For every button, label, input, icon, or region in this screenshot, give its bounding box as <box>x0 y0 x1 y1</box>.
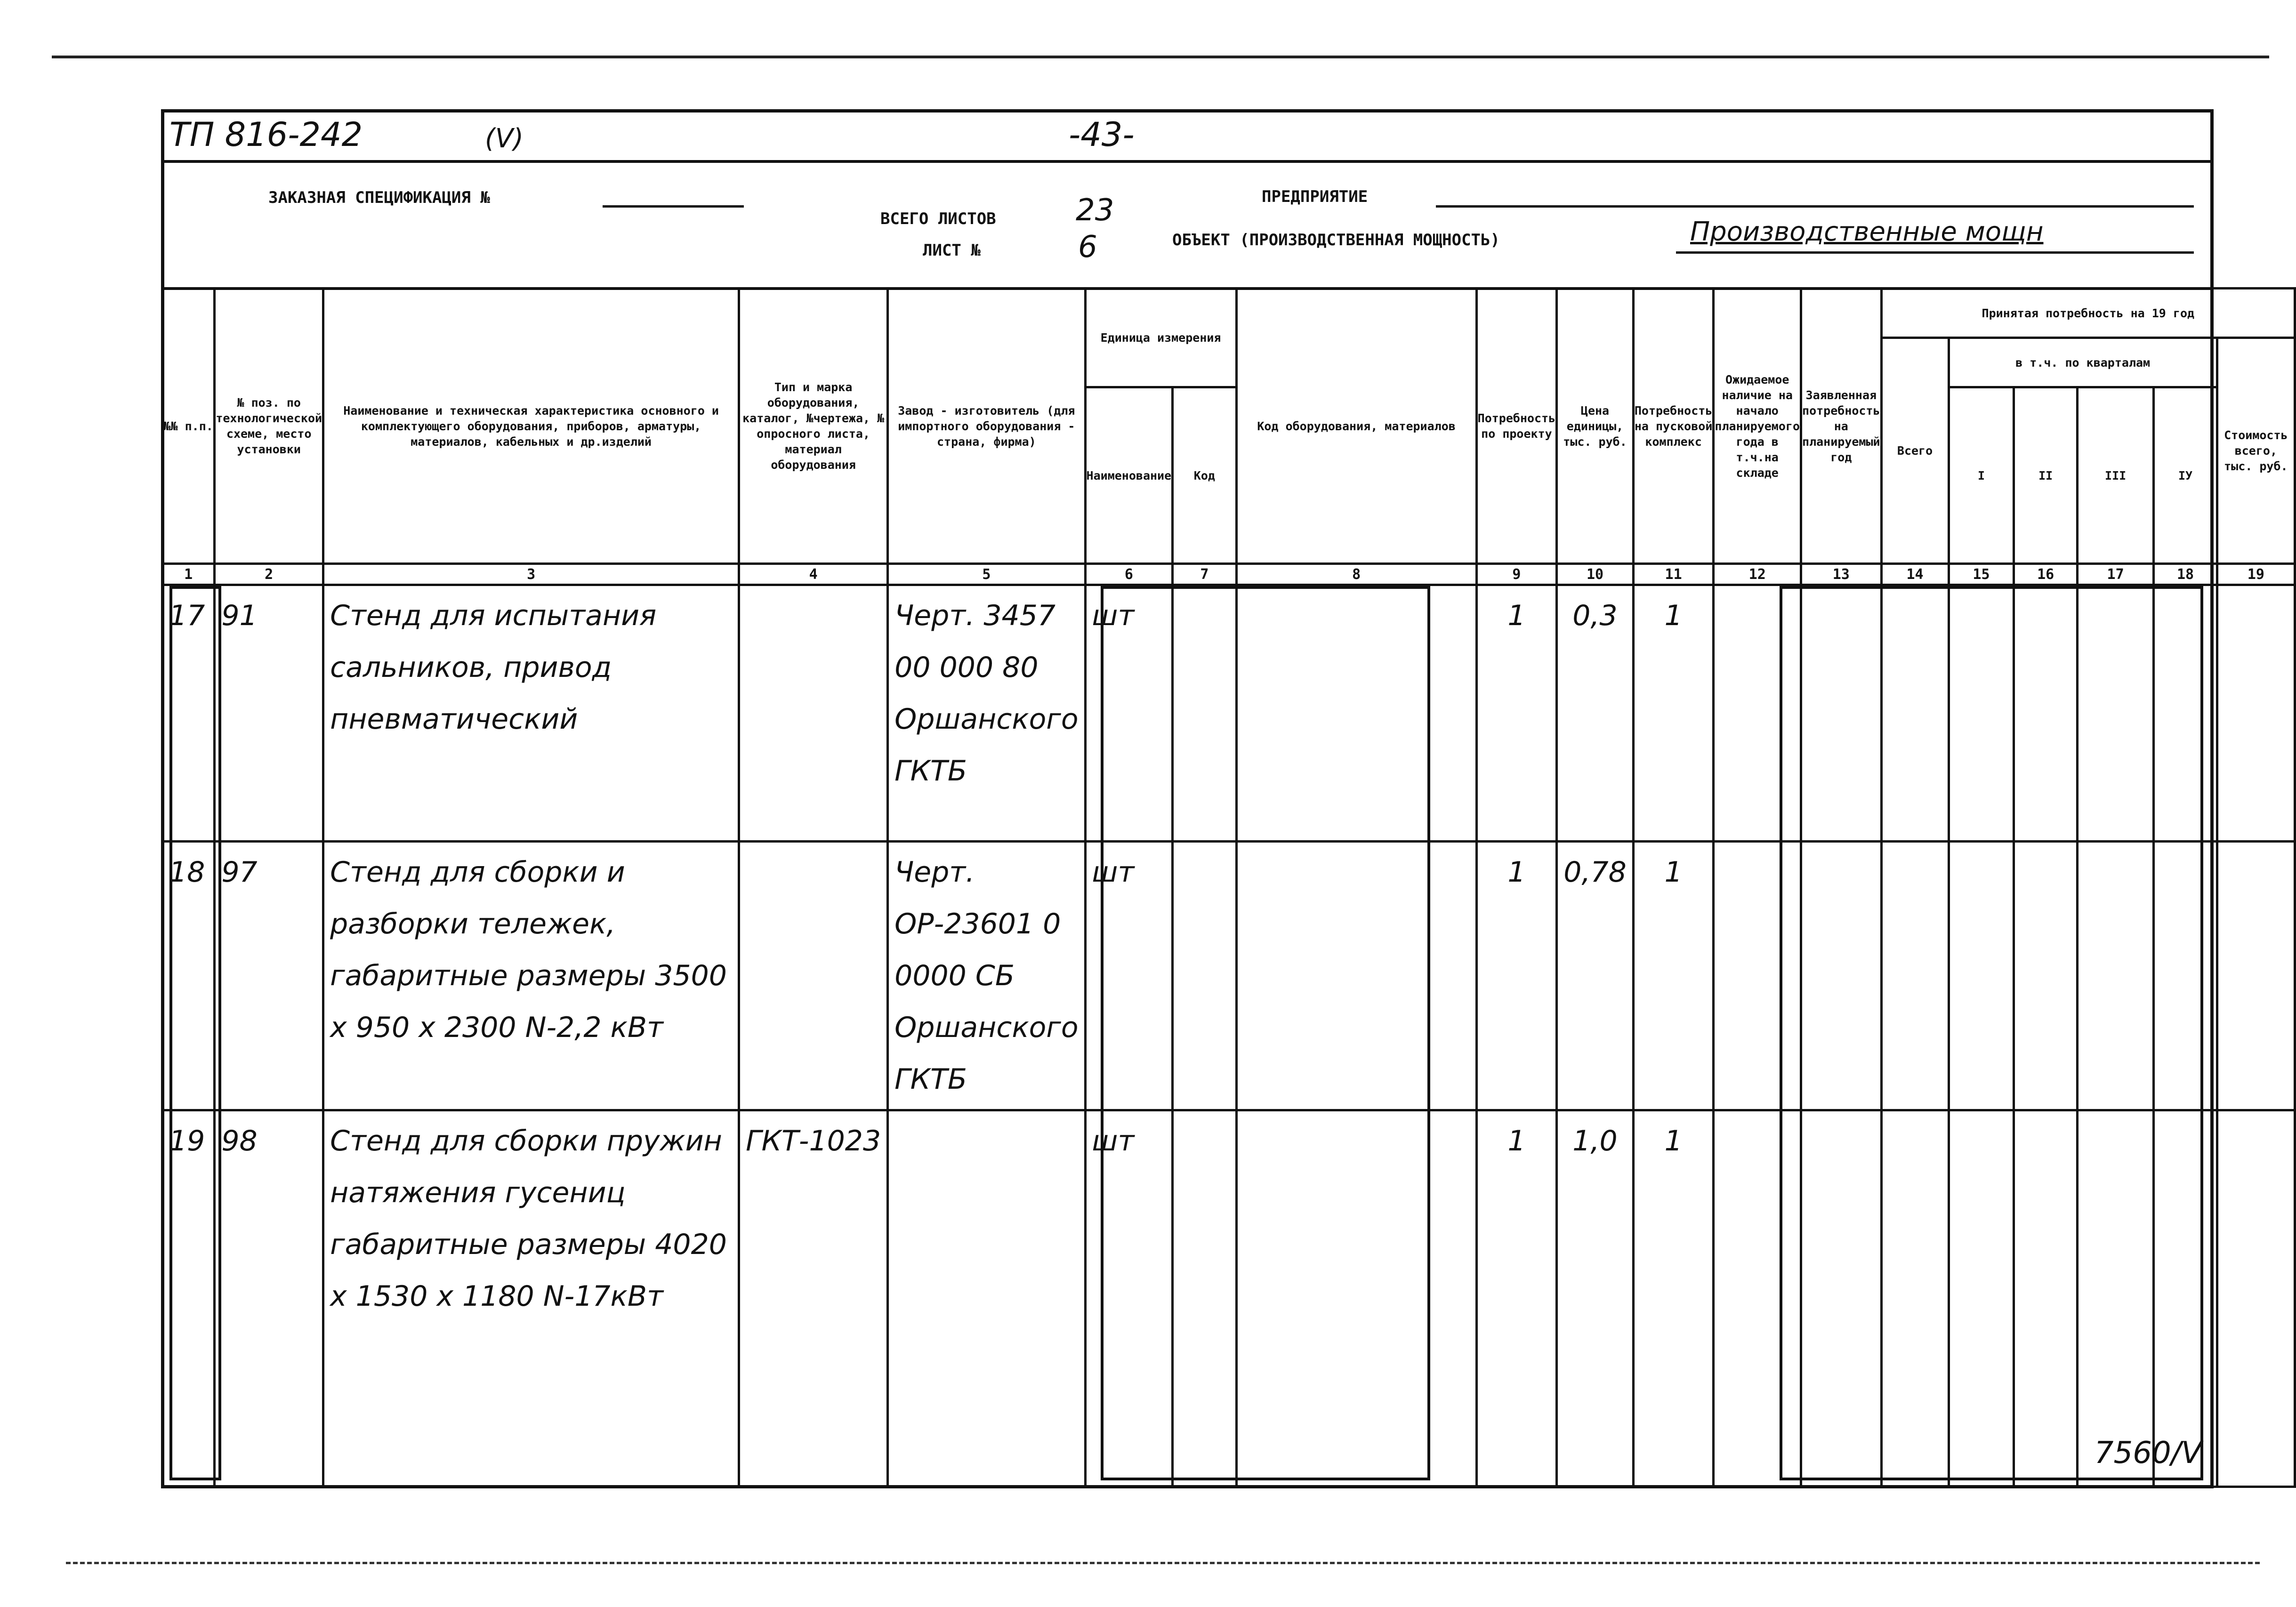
row-need: 1 <box>1476 842 1557 1110</box>
col-number: 12 <box>1714 564 1801 585</box>
row-unit: шт <box>1085 585 1173 842</box>
col-number: 15 <box>1949 564 2014 585</box>
total-sheets-value: 23 <box>1076 193 1114 228</box>
inner-frame-number-column <box>169 586 221 1480</box>
col-header-3: Наименование и техническая характеристика основного и комплектующего оборудования, приборов, арматуры, материалов, кабельных и др.изделий <box>323 289 739 564</box>
col-number: 11 <box>1633 564 1714 585</box>
row-price: 0,78 <box>1557 842 1634 1110</box>
col-number: 6 <box>1085 564 1173 585</box>
doc-code-suffix: (V) <box>485 123 524 154</box>
row-unit: шт <box>1085 1110 1173 1487</box>
row-price: 0,3 <box>1557 585 1634 842</box>
row-position: 98 <box>215 1110 323 1487</box>
col-number: 17 <box>2077 564 2153 585</box>
col-header-2: № поз. по технологической схеме, место установки <box>215 289 323 564</box>
row-maker: Черт. 3457 00 000 80 Оршанского ГКТБ <box>888 585 1085 842</box>
total-sheets-label: ВСЕГО ЛИСТОВ <box>880 209 996 228</box>
col-number: 8 <box>1236 564 1476 585</box>
row-type <box>739 842 888 1110</box>
row-start-need: 1 <box>1633 585 1714 842</box>
row-need: 1 <box>1476 1110 1557 1487</box>
row-name: Стенд для сборки пружин натяжения гусениц габаритные размеры 4020 х 1530 х 1180 N-17кВт <box>323 1110 739 1487</box>
row-name: Стенд для сборки и разборки тележек, габаритные размеры 3500 х 950 х 2300 N-2,2 кВт <box>323 842 739 1110</box>
col-header-accepted-group: Принятая потребность на 19 год <box>1881 289 2295 338</box>
col-header-5: Завод - изготовитель (для импортного оборудования - страна, фирма) <box>888 289 1085 564</box>
object-value: Производственные мощн <box>1690 217 2044 247</box>
col-header-10: Цена единицы, тыс. руб. <box>1557 289 1634 564</box>
row-price: 1,0 <box>1557 1110 1634 1487</box>
col-header-8: Код оборудования, материалов <box>1236 289 1476 564</box>
col-header-unit-group: Единица измерения <box>1085 289 1236 387</box>
col-header-4: Тип и марка оборудования, каталог, №чертежа, № опросного листа, материал оборудования <box>739 289 888 564</box>
col-header-quarters-group: в т.ч. по кварталам <box>1949 338 2217 387</box>
col-header-6: Наименование <box>1085 387 1173 564</box>
col-header-11: Потребность на пусковой комплекс <box>1633 289 1714 564</box>
row-type: ГКТ-1023 <box>739 1110 888 1487</box>
page-number: -43- <box>1069 115 1135 154</box>
footer-stamp: 7560/V <box>2094 1436 2202 1470</box>
table-header-row-1 <box>162 289 2295 338</box>
row-type <box>739 585 888 842</box>
col-number: 2 <box>215 564 323 585</box>
sheet-value: 6 <box>1078 230 1097 265</box>
col-header-17: III <box>2077 387 2153 564</box>
row-unit: шт <box>1085 842 1173 1110</box>
object-label: ОБЪЕКТ (ПРОИЗВОДСТВЕННАЯ МОЩНОСТЬ) <box>1172 231 1500 249</box>
scan-border-bottom <box>66 1562 2260 1564</box>
col-header-18: IУ <box>2154 387 2217 564</box>
row-cell <box>2217 585 2295 842</box>
col-number: 9 <box>1476 564 1557 585</box>
sheet-label: ЛИСТ № <box>923 241 981 260</box>
spec-number-line <box>603 205 744 208</box>
scan-border-top <box>52 56 2269 58</box>
col-number: 16 <box>2014 564 2077 585</box>
row-start-need: 1 <box>1633 842 1714 1110</box>
row-position: 97 <box>215 842 323 1110</box>
col-number: 13 <box>1801 564 1882 585</box>
col-number: 3 <box>323 564 739 585</box>
col-header-14: Всего <box>1881 338 1949 564</box>
col-header-16: II <box>2014 387 2077 564</box>
col-header-12: Ожидаемое наличие на начало планируемого года в т.ч.на складе <box>1714 289 1801 564</box>
col-number: 1 <box>162 564 215 585</box>
col-number: 7 <box>1173 564 1236 585</box>
row-name: Стенд для испытания сальников, привод пневматический <box>323 585 739 842</box>
row-start-need: 1 <box>1633 1110 1714 1487</box>
spec-label: ЗАКАЗНАЯ СПЕЦИФИКАЦИЯ № <box>268 188 490 207</box>
col-header-1: №№ п.п. <box>162 289 215 564</box>
row-number: 18 <box>162 842 215 1110</box>
header-divider <box>161 160 2214 163</box>
col-number: 5 <box>888 564 1085 585</box>
col-number: 18 <box>2154 564 2217 585</box>
row-maker: Черт. ОР-23601 0 0000 СБ Оршанского ГКТБ <box>888 842 1085 1110</box>
col-header-7: Код <box>1173 387 1236 564</box>
row-number: 19 <box>162 1110 215 1487</box>
enterprise-line <box>1436 205 2194 208</box>
column-number-row <box>162 564 2295 585</box>
row-cell <box>2217 1110 2295 1487</box>
row-need: 1 <box>1476 585 1557 842</box>
col-number: 10 <box>1557 564 1634 585</box>
row-position: 91 <box>215 585 323 842</box>
col-header-15: I <box>1949 387 2014 564</box>
inner-frame-code-columns <box>1101 586 1430 1480</box>
col-header-19: Стоимость всего, тыс. руб. <box>2217 338 2295 564</box>
col-header-9: Потребность по проекту <box>1476 289 1557 564</box>
object-line <box>1676 251 2194 254</box>
col-number: 14 <box>1881 564 1949 585</box>
row-maker <box>888 1110 1085 1487</box>
doc-code: ТП 816-242 <box>169 115 363 154</box>
row-cell <box>2217 842 2295 1110</box>
row-number: 17 <box>162 585 215 842</box>
col-number: 19 <box>2217 564 2295 585</box>
inner-frame-accepted-columns <box>1780 586 2203 1480</box>
enterprise-label: ПРЕДПРИЯТИЕ <box>1262 187 1368 206</box>
col-number: 4 <box>739 564 888 585</box>
col-header-13: Заявленная потребность на планируемый год <box>1801 289 1882 564</box>
